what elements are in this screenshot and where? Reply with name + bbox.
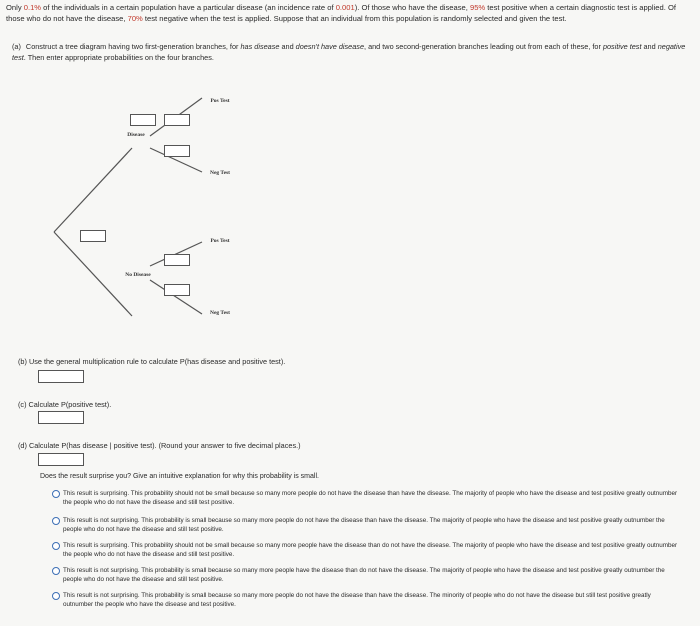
node-no-disease: No Disease bbox=[125, 272, 151, 278]
part-a-text: and bbox=[641, 42, 658, 51]
radio-button[interactable] bbox=[52, 517, 60, 525]
branch-disease bbox=[54, 148, 132, 232]
part-a-label: (a) bbox=[12, 42, 21, 51]
part-a-emph: has disease bbox=[240, 42, 280, 51]
problem-statement bbox=[6, 2, 696, 24]
part-c-answer-input[interactable] bbox=[38, 411, 84, 424]
part-b-answer-input[interactable] bbox=[38, 370, 84, 383]
radio-button[interactable] bbox=[52, 592, 60, 600]
node-disease: Disease bbox=[127, 132, 145, 138]
part-a-text: and bbox=[279, 42, 296, 51]
prob-disease-box[interactable] bbox=[130, 114, 156, 126]
intro-text: test negative when the test is applied. Suppose that an individual from this population is randomly selected and given the test. bbox=[142, 14, 567, 23]
node-neg-test-2: Neg Test bbox=[209, 310, 230, 316]
part-d-answer-input[interactable] bbox=[38, 453, 84, 466]
part-a-text: Construct a tree diagram having two first-generation branches, for bbox=[25, 42, 241, 51]
part-a-text: . Then enter appropriate probabilities on the four branches. bbox=[23, 52, 214, 62]
option-text: This result is surprising. This probability should not be small because so many more people do not have the disease than have the disease. The majority of people who have the disease and test positive greatly outnumber the people who do not have the disease and still test positive. bbox=[63, 490, 678, 506]
option-2[interactable] bbox=[52, 516, 682, 534]
option-text: This result is not surprising. This probability is small because so many more people do not have the disease than have the disease. The minority of people who do not have the disease but still test positive greatly outnumber the people who have the disease and test positive. bbox=[63, 592, 651, 608]
part-d-prompt: (d) Calculate P(has disease | positive test). (Round your answer to five decimal places.) bbox=[18, 441, 301, 450]
option-1[interactable] bbox=[52, 489, 682, 507]
prob-neg-given-disease-box[interactable] bbox=[164, 145, 190, 157]
part-c-prompt: (c) Calculate P(positive test). bbox=[18, 400, 112, 409]
node-pos-test-2: Pos Test bbox=[210, 238, 230, 244]
part-a-emph: positive test bbox=[602, 42, 642, 51]
prob-pos-given-nodisease-box[interactable] bbox=[164, 254, 190, 266]
prob-neg-given-nodisease-box[interactable] bbox=[164, 284, 190, 296]
part-b-prompt: (b) Use the general multiplication rule to calculate P(has disease and positive test). bbox=[18, 357, 286, 366]
part-a-emph: negative test bbox=[12, 42, 686, 62]
option-3[interactable] bbox=[52, 541, 682, 559]
node-neg-test-1: Neg Test bbox=[209, 170, 230, 176]
part-a-emph: doesn't have disease bbox=[295, 42, 365, 51]
radio-button[interactable] bbox=[52, 490, 60, 498]
sensitivity-value: 95% bbox=[469, 3, 486, 12]
prob-pos-given-disease-box[interactable] bbox=[164, 114, 190, 126]
intro-text: test positive when a certain diagnostic test is applied. Of those who do not have the disease, bbox=[6, 3, 676, 23]
node-pos-test-1: Pos Test bbox=[210, 98, 230, 104]
intro-text: ). Of those who have the disease, bbox=[354, 3, 470, 12]
radio-button[interactable] bbox=[52, 567, 60, 575]
part-a-prompt bbox=[12, 42, 696, 63]
part-a-text: , and two second-generation branches leading out from each of these, for bbox=[364, 42, 603, 51]
prob-no-disease-box[interactable] bbox=[80, 230, 106, 242]
intro-text: of the individuals in a certain population have a particular disease (an incidence rate of bbox=[41, 3, 336, 12]
incidence-percent: 0.1% bbox=[23, 3, 42, 12]
intro-text: Only bbox=[6, 3, 24, 12]
surprise-question: Does the result surprise you? Give an intuitive explanation for why this probability is small. bbox=[40, 473, 319, 480]
specificity-value: 70% bbox=[127, 14, 143, 23]
branch-no-disease bbox=[54, 232, 132, 316]
option-4[interactable] bbox=[52, 566, 682, 584]
option-text: This result is not surprising. This probability is small because so many more people do not have the disease than have the disease. The majority of people who have the disease and test positive greatly outnumber the people who do not have the disease and still test positive. bbox=[63, 517, 665, 533]
incidence-rate: 0.001 bbox=[335, 3, 355, 12]
option-text: This result is surprising. This probability should not be small because so many more people have the disease than do not have the disease. The majority of people who have the disease and test positive greatly outnumber the people who do not have the disease and still test positive. bbox=[63, 542, 678, 558]
option-text: This result is not surprising. This probability is small because so many more people have the disease than do not have the disease. The majority of people who have the disease and test positive greatly outnumber the people who do not have the disease and still test positive. bbox=[63, 567, 665, 583]
radio-button[interactable] bbox=[52, 542, 60, 550]
option-5[interactable] bbox=[52, 591, 682, 609]
